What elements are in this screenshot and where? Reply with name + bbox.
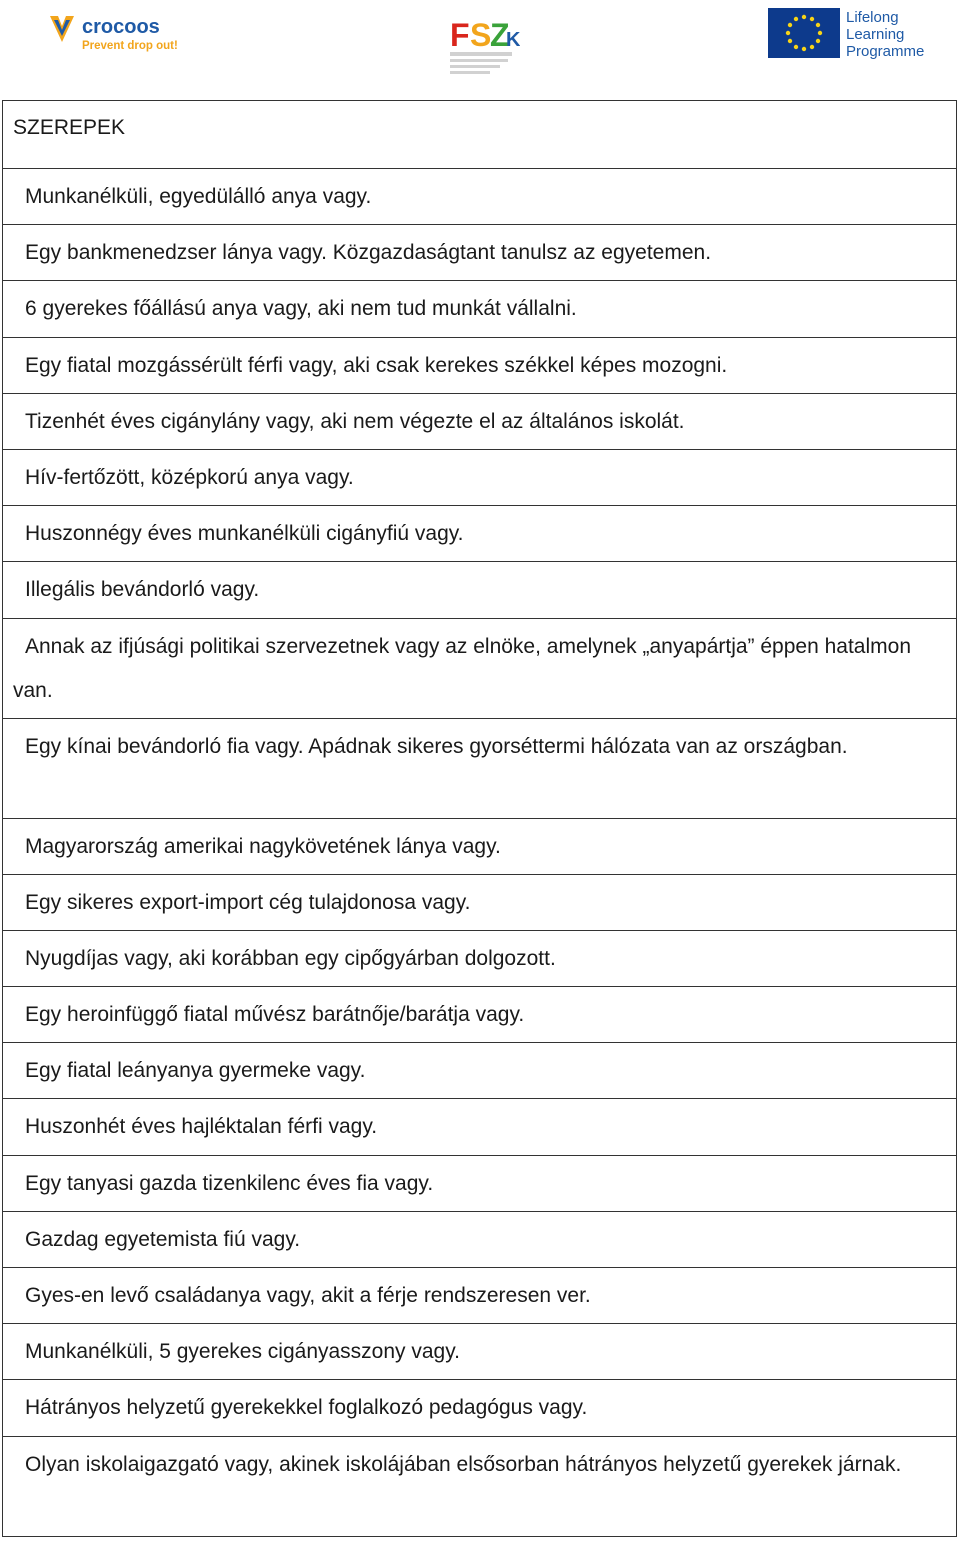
role-text: Egy kínai bevándorló fia vagy. Apádnak sikeres gyorséttermi hálózata van az országban. (25, 734, 848, 758)
role-cell (3, 449, 957, 505)
table-row (3, 1211, 957, 1267)
table-row (3, 1268, 957, 1324)
table-row (3, 987, 957, 1043)
crocoos-name: crocoos (82, 16, 160, 38)
role-text: Munkanélküli, egyedülálló anya vagy. (25, 185, 372, 208)
table-row (3, 337, 957, 393)
table-row (3, 281, 957, 337)
table-row (3, 618, 957, 718)
crocoos-tagline: Prevent drop out! (82, 40, 178, 52)
table-row (3, 169, 957, 225)
table-row (3, 393, 957, 449)
role-cell (3, 1099, 957, 1155)
role-text: Magyarország amerikai nagykövetének lánya vagy. (25, 834, 501, 858)
role-cell (3, 1324, 957, 1380)
table-row (3, 506, 957, 562)
crocoos-logo (48, 12, 188, 54)
role-text: Huszonnégy éves munkanélküli cigányfiú vagy. (25, 522, 464, 546)
role-cell (3, 930, 957, 986)
role-text: Gyes-en levő családanya vagy, akit a férje rendszeresen ver. (25, 1284, 591, 1307)
role-cell (3, 1043, 957, 1099)
role-text: Gazdag egyetemista fiú vagy. (25, 1227, 301, 1251)
role-cell (3, 718, 957, 818)
role-cell (3, 393, 957, 449)
role-text: Olyan iskolaigazgató vagy, akinek iskolájában elsősorban hátrányos helyzetű gyerekek járnak. (25, 1452, 902, 1476)
role-cell (3, 618, 957, 718)
role-cell (3, 818, 957, 874)
llp-line3: Programme (846, 43, 925, 60)
role-text: Egy heroinfüggő fiatal művész barátnője/barátja vagy. (25, 1003, 525, 1027)
role-cell (3, 337, 957, 393)
role-cell (3, 1380, 957, 1436)
role-cell (3, 1155, 957, 1211)
role-text: Annak az ifjúsági politikai szervezetnek vagy az elnöke, amelynek „anyapártja” éppen hatalmon van. (13, 634, 911, 702)
table-row (3, 1324, 957, 1380)
role-cell (3, 874, 957, 930)
role-text: Munkanélküli, 5 gyerekes cigányasszony vagy. (25, 1340, 461, 1364)
role-text: 6 gyerekes főállású anya vagy, aki nem tud munkát vállalni. (25, 297, 577, 321)
role-text: Hátrányos helyzetű gyerekekkel foglalkozó pedagógus vagy. (25, 1396, 588, 1420)
table-row (3, 225, 957, 281)
table-row (3, 874, 957, 930)
table-row (3, 562, 957, 618)
svg-text:F: F (450, 17, 470, 53)
role-text: Egy fiatal mozgássérült férfi vagy, aki csak kerekes székkel képes mozogni. (25, 353, 728, 377)
role-text: Nyugdíjas vagy, aki korábban egy cipőgyárban dolgozott. (25, 946, 556, 970)
role-cell (3, 281, 957, 337)
role-text: Egy fiatal leányanya gyermeke vagy. (25, 1059, 366, 1083)
role-text: Egy tanyasi gazda tizenkilenc éves fia vagy. (25, 1171, 434, 1195)
table-heading-row (3, 101, 957, 169)
role-cell (3, 987, 957, 1043)
role-cell (3, 225, 957, 281)
table-row (3, 718, 957, 818)
svg-text:Z: Z (490, 17, 510, 53)
table-row (3, 1436, 957, 1536)
role-cell (3, 1436, 957, 1536)
role-cell (3, 562, 957, 618)
role-text: Illegális bevándorló vagy. (25, 578, 260, 602)
role-text: Egy sikeres export-import cég tulajdonosa vagy. (25, 890, 471, 914)
lifelong-learning-logo (768, 6, 943, 62)
page-header (0, 0, 960, 95)
llp-line1: Lifelong (846, 9, 899, 26)
roles-table (2, 100, 957, 1537)
svg-text:S: S (470, 17, 492, 53)
role-text: Huszonhét éves hajléktalan férfi vagy. (25, 1115, 378, 1139)
role-cell (3, 506, 957, 562)
table-row (3, 1043, 957, 1099)
table-row (3, 930, 957, 986)
table-row (3, 1380, 957, 1436)
role-text: Egy bankmenedzser lánya vagy. Közgazdaságtant tanulsz az egyetemen. (25, 241, 712, 265)
role-cell (3, 1268, 957, 1324)
table-row (3, 818, 957, 874)
svg-text:K: K (506, 29, 520, 51)
role-text: Hív-fertőzött, középkorú anya vagy. (25, 465, 354, 489)
table-row (3, 1155, 957, 1211)
table-row (3, 1099, 957, 1155)
fszk-logo (448, 12, 520, 76)
table-heading: SZEREPEK (3, 101, 957, 169)
role-cell (3, 1211, 957, 1267)
table-row (3, 449, 957, 505)
llp-line2: Learning (846, 26, 905, 43)
role-text: Tizenhét éves cigánylány vagy, aki nem végezte el az általános iskolát. (25, 409, 685, 433)
role-cell (3, 169, 957, 225)
